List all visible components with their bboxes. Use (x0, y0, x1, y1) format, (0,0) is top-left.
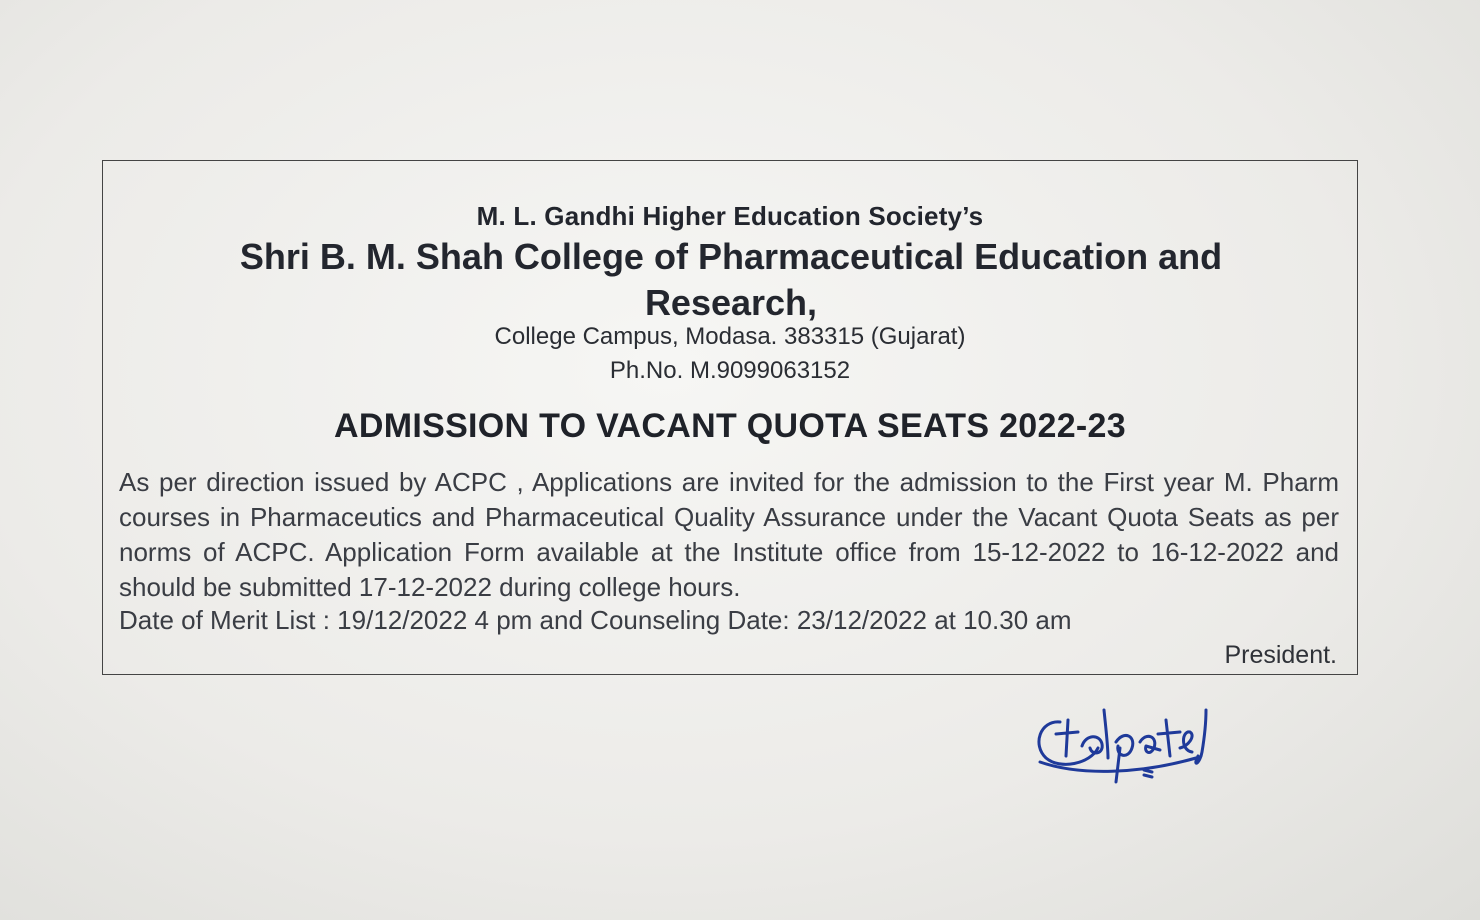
society-name: M. L. Gandhi Higher Education Society’s (476, 201, 984, 231)
notice-body: As per direction issued by ACPC , Applications are invited for the admission to the First year M. Pharm courses in Pharmaceutics and Pharmaceutical Quality Assurance under the Vacant Quota Seats as per norms of ACPC. Application Form available at the Institute office from 15-12-2022 to 16-12-2022 and should be submitted 17-12-2022 during college hours. (119, 467, 1339, 602)
notice-heading: ADMISSION TO VACANT QUOTA SEATS 2022-23 (334, 407, 1126, 445)
phone-number: Ph.No. M.9099063152 (609, 357, 851, 384)
signature-image (1020, 690, 1240, 800)
college-name: Shri B. M. Shah College of Pharmaceutical Education and Research, (239, 236, 1223, 323)
merit-and-counseling-dates: Date of Merit List : 19/12/2022 4 pm and Counseling Date: 23/12/2022 at 10.30 am (119, 605, 1072, 635)
signatory-title: President. (1224, 641, 1337, 669)
notice-box (102, 160, 1358, 675)
college-address: College Campus, Modasa. 383315 (Gujarat) (494, 323, 966, 350)
